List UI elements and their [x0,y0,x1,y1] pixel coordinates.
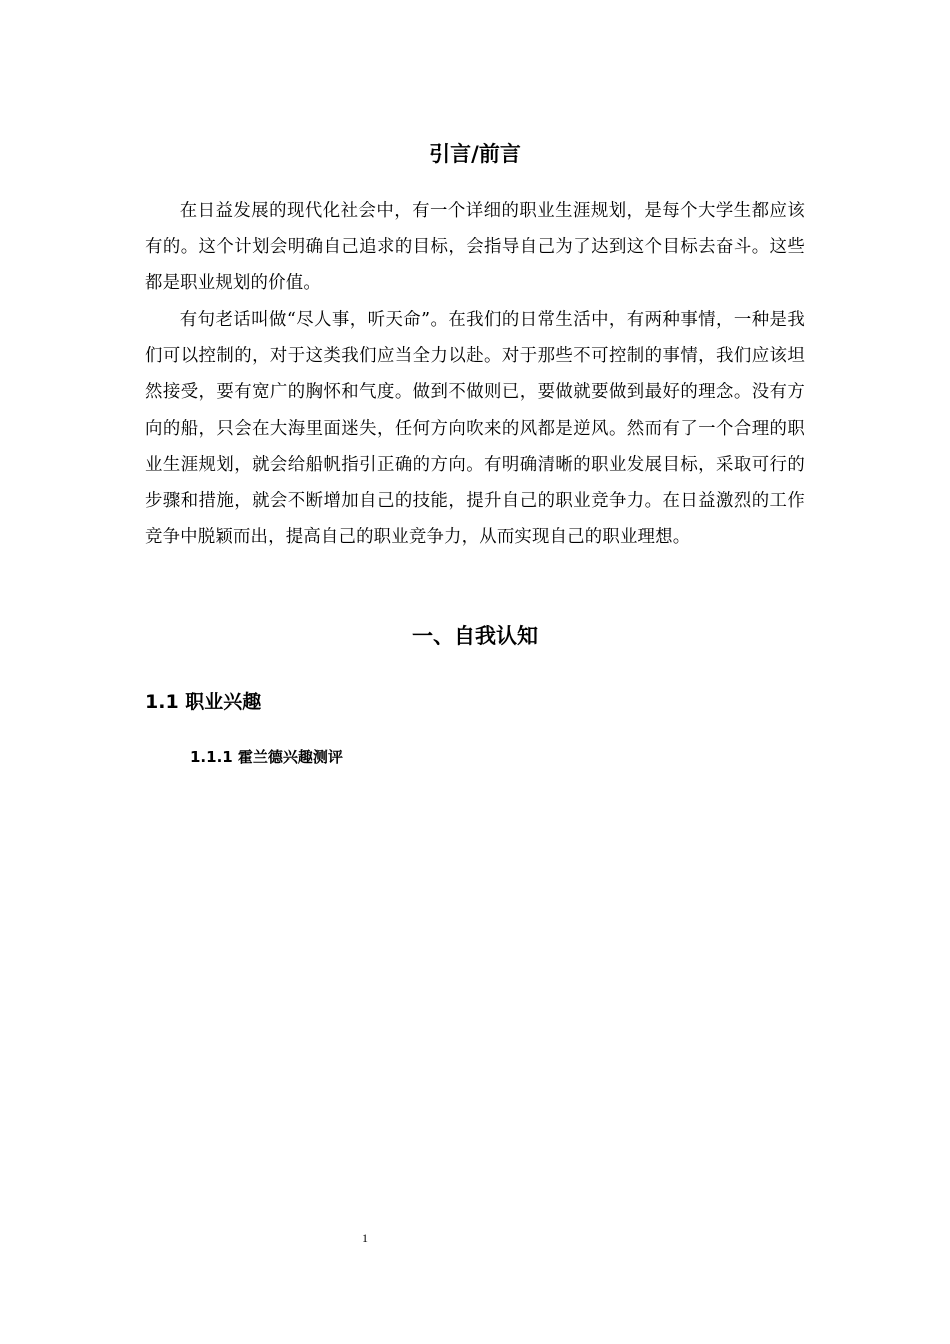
page-number: 1 [362,1231,368,1245]
intro-title: 引言/前言 [429,142,521,166]
intro-paragraph-1: 在日益发展的现代化社会中，有一个详细的职业生涯规划，是每个大学生都应该有的。这个计划会明确自己追求的目标，会指导自己为了达到这个目标去奋斗。这些都是职业规划的价值。 [145,201,805,294]
chapter-title: 一、自我认知 [412,624,538,648]
intro-paragraph-2: 有句老话叫做“尽人事，听天命”。在我们的日常生活中，有两种事情，一种是我们可以控制的，对于这类我们应当全力以赴。对于那些不可控制的事情，我们应该坦然接受，要有宽广的胸怀和气度。做到不做则已，要做就要做到最好的理念。没有方向的船，只会在大海里面迷失，任何方向吹来的风都是逆风。然而有了一个合理的职业生涯规划，就会给船帆指引正确的方向。有明确清晰的职业发展目标，采取可行的步骤和措施，就会不断增加自己的技能，提升自己的职业竞争力。在日益激烈的工作竞争中脱颖而出，提高自己的职业竞争力，从而实现自己的职业理想。 [145,310,805,548]
subsection-heading: 1.1.1 霍兰德兴趣测评 [190,748,343,766]
section-heading: 1.1 职业兴趣 [145,691,262,713]
